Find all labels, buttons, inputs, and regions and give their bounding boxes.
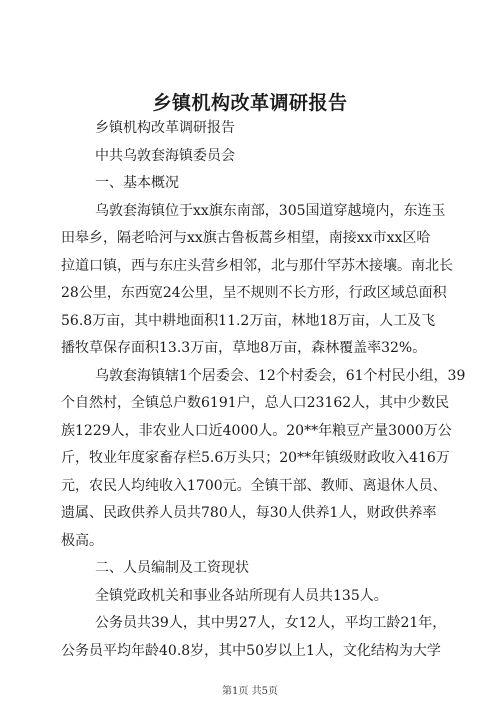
text-line: 乌敦套海镇位于xx旗东南部，305国道穿越境内，东连玉 <box>95 203 446 219</box>
page-footer: 第1页 共5页 <box>222 686 278 697</box>
text-line: 中共乌敦套海镇委员会 <box>95 148 235 164</box>
text-line: 乌敦套海镇辖1个居委会、12个村委会，61个村民小组，39 <box>95 368 466 384</box>
text-line: 56.8万亩，其中耕地面积11.2万亩，林地18万亩，人工及飞 <box>61 313 436 329</box>
text-line: 斤，牧业年度家畜存栏5.6万头只；20**年镇级财政收入416万 <box>61 450 450 466</box>
text-line: 全镇党政机关和事业各站所现有人员共135人。 <box>95 588 388 604</box>
text-line: 遗属、民政供养人员共780人，每30人供养1人，财政供养率 <box>61 505 437 521</box>
text-line: 公务员平均年龄40.8岁，其中50岁以上1人，文化结构为大学 <box>61 643 441 659</box>
document-title: 乡镇机构改革调研报告 <box>152 92 348 114</box>
text-line: 族1229人，非农业人口近4000人。20**年粮豆产量3000万公 <box>61 423 452 439</box>
section-heading: 一、基本概况 <box>95 175 179 191</box>
text-line: 播牧草保存面积13.3万亩，草地8万亩，森林覆盖率32%。 <box>61 340 427 356</box>
text-line: 乡镇机构改革调研报告 <box>95 120 235 136</box>
text-line: 元，农民人均纯收入1700元。全镇干部、教师、离退休人员、 <box>61 478 447 494</box>
text-line: 公务员共39人，其中男27人，女12人，平均工龄21年， <box>95 615 447 631</box>
text-line: 拉道口镇，西与东庄头营乡相邻，北与那什罕苏木接壤。南北长 <box>61 258 453 274</box>
text-line: 个自然村，全镇总户数6191户，总人口23162人，其中少数民 <box>61 395 450 411</box>
text-line: 28公里，东西宽24公里，呈不规则不长方形，行政区域总面积 <box>61 285 447 301</box>
text-line: 极高。 <box>61 533 103 549</box>
text-line: 田皋乡，隔老哈河与xx旗古鲁板蒿乡相望，南接xx市xx区哈 <box>61 230 431 246</box>
section-heading: 二、人员编制及工资现状 <box>95 560 249 576</box>
